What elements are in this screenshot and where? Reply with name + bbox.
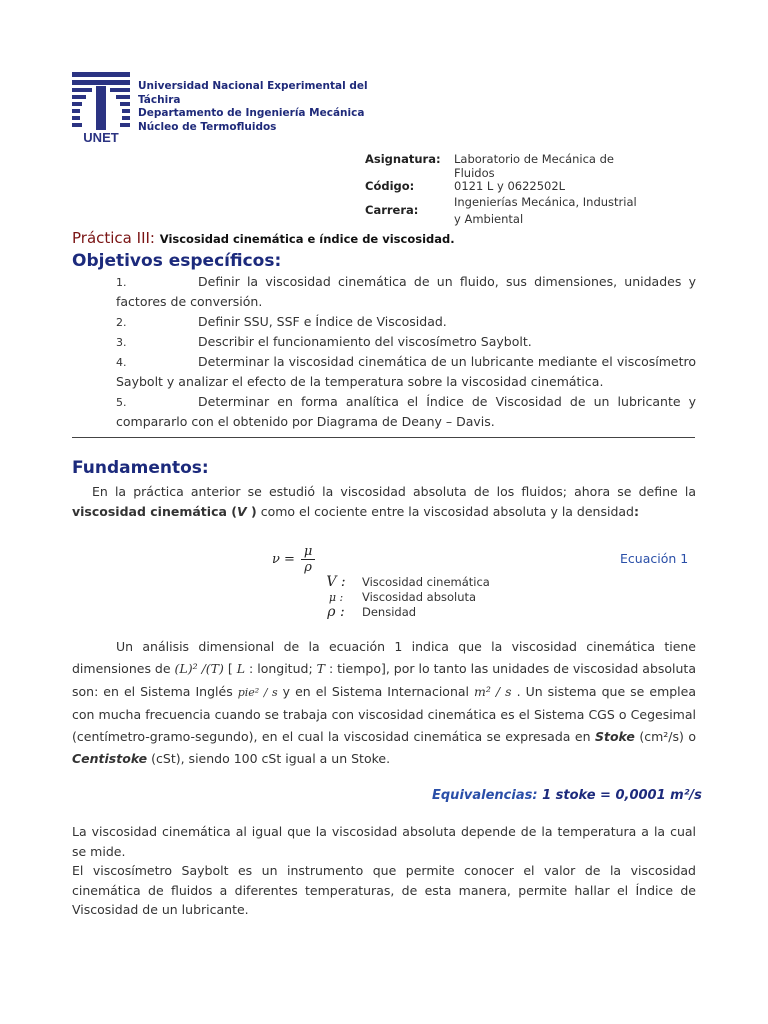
logo-text: UNET xyxy=(83,130,119,144)
equation-1 xyxy=(272,544,315,575)
institution-line: Núcleo de Termofluidos xyxy=(138,120,277,133)
dimensional-paragraph: Un análisis dimensional de la ecuación 1 indica que la viscosidad cinemática tiene dimensiones de (L)² /(T) [ L : longitud; T : tiempo], por lo tanto las unidades de viscosidad absoluta son: en el Sistema Inglés pie² / s y en el Sistema Internacional m² / s . Un sistema que se emplea con mucha frecuencia cuando se trabaja con viscosidad cinemática es el Sistema CGS o Cegesimal (centímetro-gramo-segundo), en el cual la viscosidad cinemática se expresada en Stoke (cm²/s) o Centistoke (cSt), siendo 100 cSt igual a un Stoke. xyxy=(72,639,697,767)
carrera-label: Carrera: xyxy=(365,202,419,217)
list-item: 2. Definir SSU, SSF e Índice de Viscosidad. xyxy=(116,313,447,329)
objectives-heading: Objetivos específicos: xyxy=(72,251,282,271)
list-item: 4. Determinar la viscosidad cinemática de un lubricante mediante el viscosímetro Saybolt y analizar el efecto de la temperatura sobre la viscosidad cinemática. xyxy=(116,354,696,390)
equation-lhs: ν = xyxy=(272,552,295,567)
equation-legend: V : Viscosidad cinemática μ : Viscosidad absoluta ρ : Densidad xyxy=(326,574,490,620)
carrera-value: Ingenierías Mecánica, Industrial y Ambiental xyxy=(454,194,637,226)
equation-numerator: μ xyxy=(303,544,313,559)
asignatura-label: Asignatura: xyxy=(365,152,441,166)
equivalence-label: Equivalencias: xyxy=(432,788,538,803)
equation-denominator: ρ xyxy=(304,560,312,575)
institution-block xyxy=(138,80,368,134)
practice-title xyxy=(72,229,455,247)
fundamentos-paragraph: En la práctica anterior se estudió la viscosidad absoluta de los fluidos; ahora se define la viscosidad cinemática (V ) como el cociente entre la viscosidad absoluta y la densidad: xyxy=(72,484,696,519)
list-item: 1. Definir la viscosidad cinemática de un fluido, sus dimensiones, unidades y factores de conversión. xyxy=(116,274,696,310)
institution-line: Táchira xyxy=(138,93,181,106)
objectives-list xyxy=(116,272,696,431)
practice-number: Práctica III: xyxy=(72,229,155,247)
unet-logo xyxy=(72,72,130,144)
equivalence-line xyxy=(432,788,702,803)
codigo-label: Código: xyxy=(365,179,415,193)
equation-fraction xyxy=(301,544,315,575)
institution-line: Departamento de Ingeniería Mecánica xyxy=(138,107,365,119)
equation-label: Ecuación 1 xyxy=(620,551,689,566)
section-divider xyxy=(72,437,695,438)
institution-line: Universidad Nacional Experimental del xyxy=(138,80,368,92)
fundamentos-heading: Fundamentos: xyxy=(72,458,209,478)
list-item: 5. Determinar en forma analítica el Índice de Viscosidad de un lubricante y compararlo con el obtenido por Diagrama de Deany – Davis. xyxy=(116,393,696,430)
asignatura-value: Laboratorio de Mecánica de Fluidos xyxy=(454,152,615,180)
codigo-value: 0121 L y 0622502L xyxy=(454,179,566,193)
course-meta xyxy=(365,153,644,228)
temperature-paragraph: La viscosidad cinemática al igual que la viscosidad absoluta depende de la temperatura a la cual se mide. El viscosímetro Saybolt es un instrumento que permite conocer el valor de la viscosidad cinemática de fluidos a diferentes temperaturas, de esta manera, permite hallar el Índice de Viscosidad de un lubricante. xyxy=(72,824,696,917)
practice-subtitle: Viscosidad cinemática e índice de viscosidad. xyxy=(159,232,455,246)
list-item: 3. Describir el funcionamiento del viscosímetro Saybolt. xyxy=(116,333,532,349)
equivalence-value: 1 stoke = 0,0001 m²/s xyxy=(537,788,702,803)
